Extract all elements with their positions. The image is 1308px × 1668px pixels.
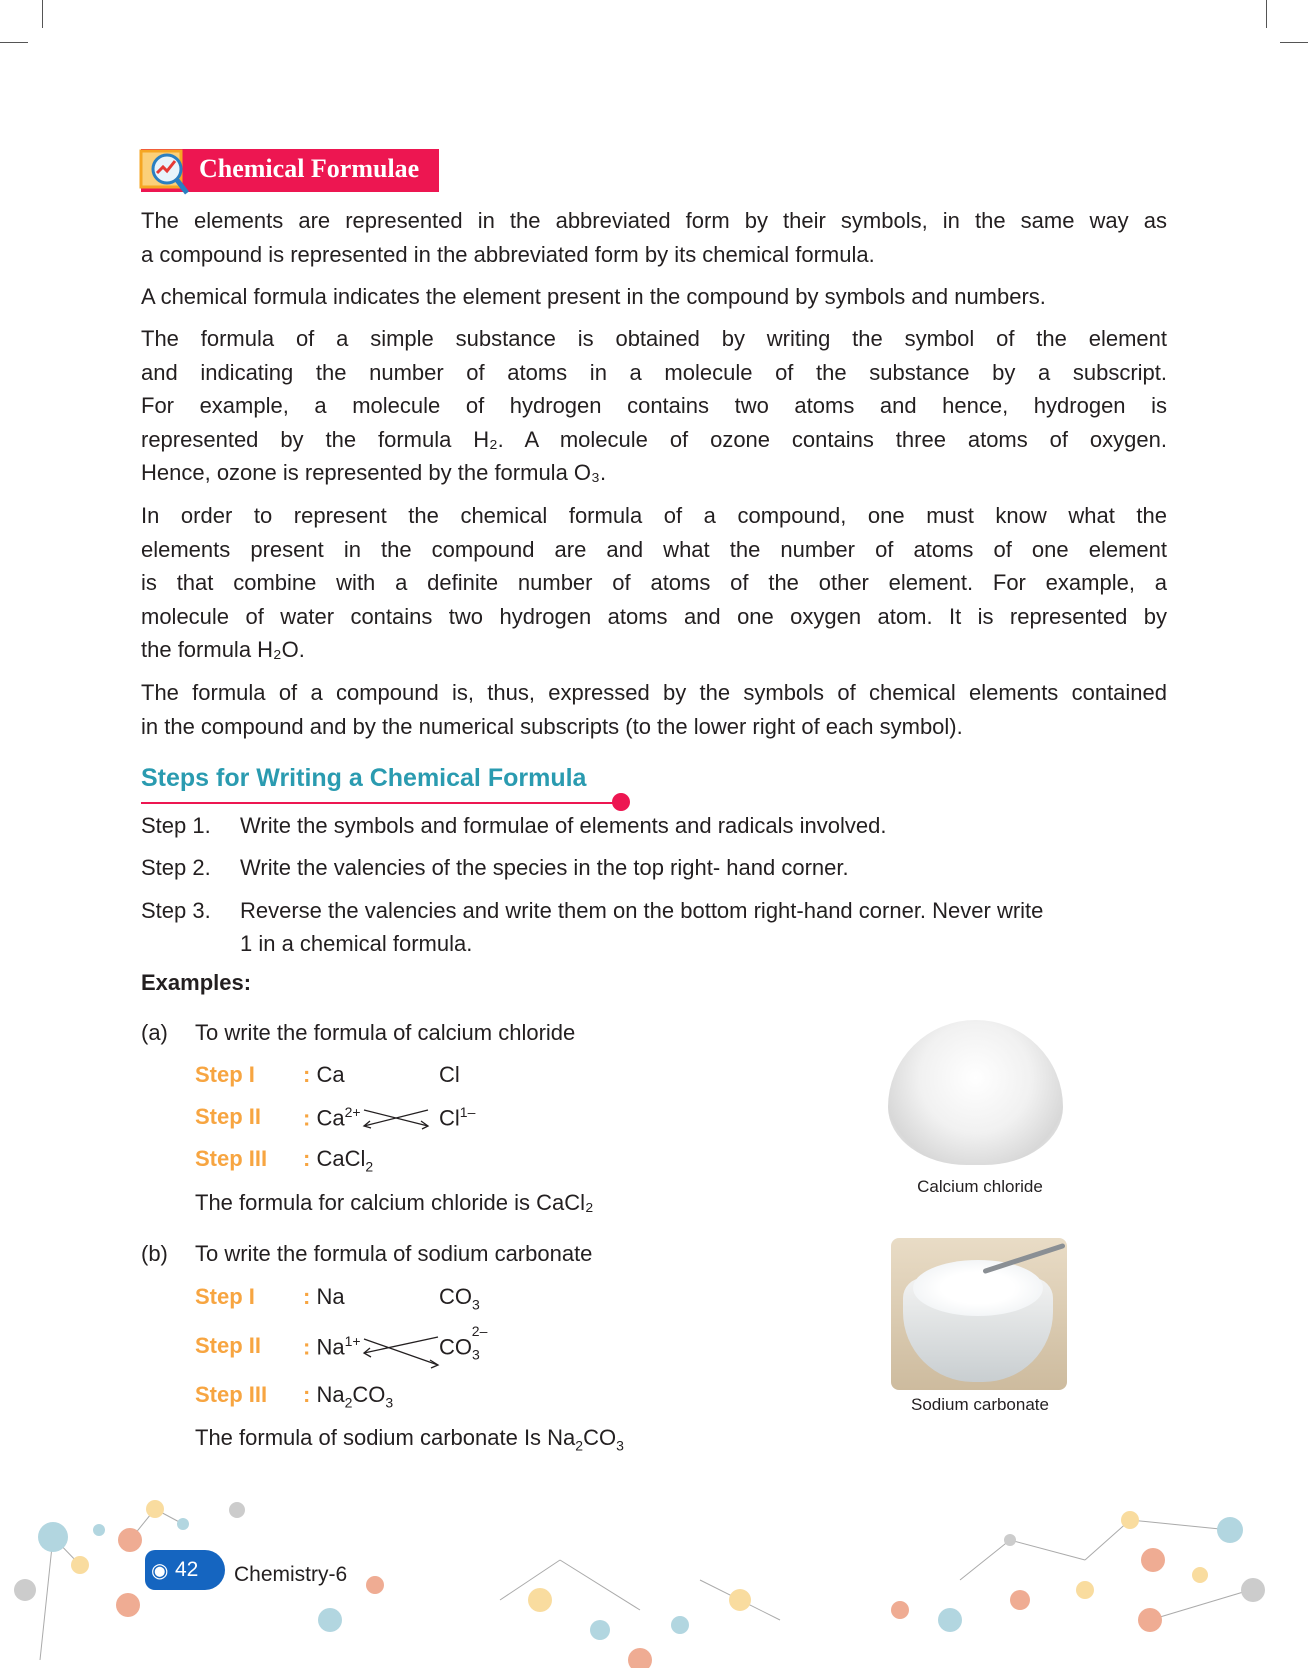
text-line: The formula of a compound is, thus, expressed by the symbols of chemical elements contained [141,680,1167,705]
step-label: Step I [195,1062,255,1087]
swirl-icon: ◉ [151,1560,169,1582]
text-line: the formula H₂O. [141,637,305,662]
examples-label: Examples: [141,970,252,995]
subscript: 2 [344,1394,353,1411]
step-number: Step 3. [141,898,211,923]
colon: : [303,1105,311,1131]
text-line: represented by the formula H₂. A molecule of ozone contains three atoms of oxygen. [141,426,1167,452]
symbol: CO [439,1334,472,1360]
colon: : [303,1062,311,1087]
example-a-title: To write the formula of calcium chloride [195,1020,576,1045]
step-text: 1 in a chemical formula. [240,931,473,956]
symbol: CO [439,1284,472,1309]
colon: : [303,1146,311,1171]
paragraph [141,499,1167,667]
paragraph [141,322,1167,490]
step-text: Reverse the valencies and write them on the bottom right-hand corner. Never write [240,898,1044,923]
crop-mark [1266,0,1267,28]
text-line: A chemical formula indicates the element present in the compound by symbols and numbers. [141,284,1046,309]
step-text: Write the symbols and formulae of elements and radicals involved. [240,813,887,838]
text-line: The elements are represented in the abbreviated form by their symbols, in the same way as [141,208,1167,233]
text-line: is that combine with a definite number of atoms of the other element. For example, a [141,570,1167,595]
paragraph [141,280,1167,314]
section-title: Chemical Formulae [199,154,420,183]
subscript: 3 [616,1437,624,1454]
page-number: 42 [175,1558,199,1581]
valency: 2+ [344,1104,361,1120]
formula: CO [583,1425,617,1450]
symbol: Na [316,1284,345,1309]
colon: : [303,1334,311,1360]
colon: : [303,1382,311,1407]
book-title: Chemistry-6 [234,1563,348,1586]
section-banner [141,149,439,192]
crop-mark [0,42,28,43]
page-number-badge [145,1550,225,1590]
step-label: Step III [195,1382,268,1407]
conclusion-text: The formula of sodium carbonate Is Na [195,1425,576,1450]
text-line: a compound is represented in the abbreviated form by its chemical formula. [141,241,875,267]
symbol: Ca [316,1062,345,1087]
step-text: Write the valencies of the species in the top right- hand corner. [240,855,849,880]
text-line: For example, a molecule of hydrogen contains two atoms and hence, hydrogen is [141,393,1167,418]
text-line: in the compound and by the numerical subscripts (to the lower right of each symbol). [141,713,963,739]
text-line: Hence, ozone is represented by the formula O₃. [141,460,607,485]
magnifier-chart-icon [137,145,193,199]
subscript: 3 [472,1296,480,1313]
formula: CO [352,1382,386,1407]
step-number: Step 2. [141,855,211,880]
sodium-carbonate-caption: Sodium carbonate [911,1395,1049,1414]
calcium-chloride-image [888,1020,1063,1165]
crop-mark [42,0,43,28]
formula: CaCl [316,1146,366,1171]
symbol: Ca [316,1105,345,1131]
sodium-carbonate-image [891,1238,1067,1390]
example-b-marker: (b) [141,1241,168,1266]
step-label: Step III [195,1146,268,1171]
symbol: Na [316,1334,345,1360]
symbol: Cl [439,1062,460,1087]
heading-underline [141,802,621,804]
example-b-conclusion [195,1425,624,1453]
example-b-title: To write the formula of sodium carbonate [195,1241,593,1266]
step-number: Step 1. [141,813,211,838]
crop-mark [1280,42,1308,43]
valency: 1+ [344,1333,361,1349]
text-line: molecule of water contains two hydrogen atoms and one oxygen atom. It is represented by [141,603,1167,629]
subscript: 3 [385,1394,394,1411]
text-line: and indicating the number of atoms in a molecule of the substance by a subscript. [141,359,1167,385]
calcium-chloride-caption: Calcium chloride [917,1177,1043,1196]
text-line: In order to represent the chemical formula of a compound, one must know what the [141,503,1167,528]
step-label: Step II [195,1104,262,1129]
paragraph [141,676,1167,743]
subscript: 2 [365,1158,374,1175]
example-a-marker: (a) [141,1020,168,1045]
subscript: 2 [575,1437,584,1454]
paragraph [141,204,1167,271]
steps-heading: Steps for Writing a Chemical Formula [141,764,587,792]
formula: Na [316,1382,345,1407]
subscript: 3 [472,1346,480,1363]
step-label: Step I [195,1284,255,1309]
valency: 2– [471,1323,488,1339]
text-line: The formula of a simple substance is obtained by writing the symbol of the element [141,326,1167,351]
symbol: Cl [439,1105,460,1131]
cross-arrows-icon [360,1104,432,1132]
text-line: elements present in the compound are and what the number of atoms of one element [141,536,1167,562]
cross-arrows-icon [360,1333,442,1369]
valency: 1– [459,1104,476,1120]
example-a-conclusion: The formula for calcium chloride is CaCl₂ [195,1190,594,1215]
colon: : [303,1284,311,1309]
step-label: Step II [195,1333,262,1358]
